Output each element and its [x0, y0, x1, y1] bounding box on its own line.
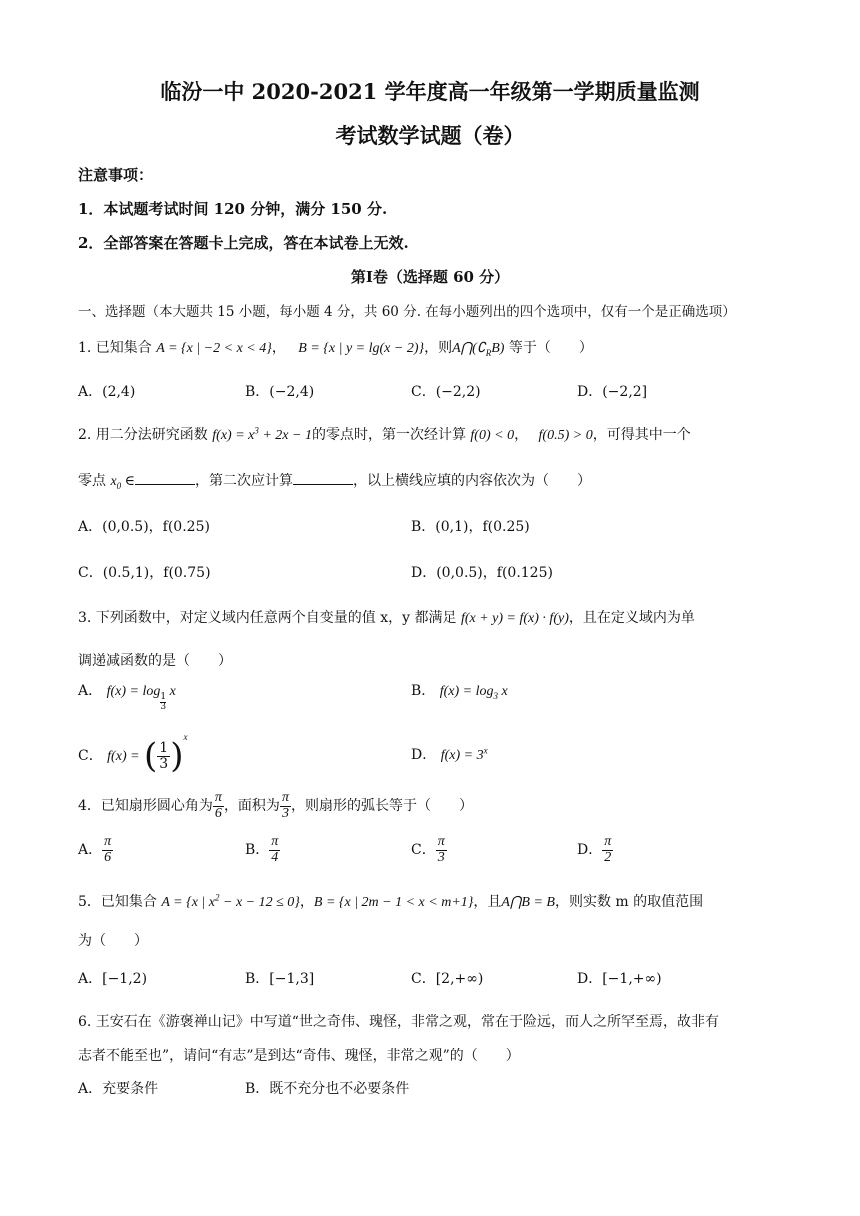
q2-mid: 的零点时，第一次经计算 — [311, 427, 466, 443]
q1-set-a: A = {x | −2 < x < 4} — [156, 341, 272, 356]
q3-option-a-label: A． — [78, 683, 103, 699]
q3-option-c-lparen: ( — [144, 736, 158, 776]
q3-option-c-func: f(x) = — [107, 749, 140, 764]
section-title: 第Ⅰ卷（选择题 60 分） — [350, 268, 510, 286]
q1-option-c: C．(−2,2) — [411, 384, 481, 400]
q1-then: ，则 — [424, 340, 453, 356]
q2-option-a: A．(0,0.5)，f(0.25) — [78, 519, 210, 535]
q2-ask: ，以上横线应填的内容依次为（ ） — [353, 473, 592, 489]
exam-title-line1: 临汾一中 2020-2021 学年度高一年级第一学期质量监测 — [160, 79, 700, 104]
q1-sub-r: R — [485, 347, 492, 358]
exam-title-line2: 考试数学试题（卷） — [335, 123, 525, 148]
q4-area-fraction: $\frac{\pi}{3}$ — [281, 790, 289, 821]
question-1-stem — [78, 337, 593, 358]
q2-comma: ， — [514, 427, 529, 443]
q2-option-b: B．(0,1)，f(0.25) — [411, 519, 530, 535]
q1-intro: 1. 已知集合 — [78, 340, 152, 356]
question-2-line2 — [78, 470, 591, 491]
q2-end: ，可得其中一个 — [592, 427, 691, 443]
q4-ask: ，则扇形的弧长等于（ ） — [290, 798, 473, 815]
q3-option-a-func: f(x) = log — [106, 684, 161, 699]
q3-option-a: A． f(x) = log $\frac{1}{3}$ x — [78, 683, 176, 712]
q3-option-c-rparen: ) — [170, 736, 184, 776]
q3-option-b-func: f(x) = log — [439, 684, 494, 699]
question-2-line1 — [78, 424, 691, 444]
q6-option-a: A．充要条件 — [78, 1081, 159, 1097]
question-5-line2: 为（ ） — [78, 933, 148, 949]
q3-option-d-func: f(x) = 3 — [440, 748, 484, 763]
q3-option-c-label: C． — [78, 748, 103, 764]
q4-area-text: ，面积为 — [223, 798, 280, 815]
q3-option-d: D． $f(x) = 3^x$ — [411, 745, 488, 763]
question-5-line1: 5．已知集合 A = {x | $x^2 - x - 12 \le 0$}，B = {x | 2m − 1 < x < m+1}，且A⋂B = B，则实数 m 的取值范围 — [78, 892, 704, 910]
q2-exp: 3 — [254, 425, 259, 436]
q1-option-b: B．(−2,4) — [245, 384, 315, 400]
q5-option-c: C．[2,+∞) — [411, 971, 484, 987]
q4-option-b: B． $\frac{\pi}{4}$ — [245, 834, 279, 865]
q5-intro: 5．已知集合 — [78, 894, 157, 910]
q5-condition: A⋂B = B — [501, 895, 555, 910]
q2-option-c: C．(0.5,1)，f(0.75) — [78, 565, 211, 581]
q3-option-d-label: D． — [411, 747, 437, 763]
q3-option-c: C． f(x) = ( $\frac{1}{3}$ )$^x$ — [78, 732, 188, 776]
q4-intro: 4．已知扇形圆心角为 — [78, 798, 213, 815]
q5-set-b: B = {x | 2m − 1 < x < m+1} — [313, 895, 474, 910]
q1-expr2: B) — [491, 341, 505, 356]
q4-option-c: C． $\frac{\pi}{3}$ — [411, 834, 445, 865]
q1-option-d: D．(−2,2] — [577, 384, 648, 400]
q2-intro: 2. 用二分法研究函数 — [78, 427, 208, 443]
q3-option-c-fraction: $\frac{1}{3}$ — [159, 739, 169, 772]
q3-line1-end: ，且在定义域内为单 — [568, 610, 695, 626]
notes-item-1: 1．本试题考试时间 120 分钟，满分 150 分. — [78, 200, 388, 218]
q2-blank-2 — [293, 472, 353, 485]
q3-condition: f(x + y) = f(x) · f(y) — [460, 611, 569, 626]
question-4-stem — [78, 791, 473, 821]
q1-option-a: A．(2,4) — [78, 384, 136, 400]
notes-heading: 注意事项： — [78, 166, 154, 184]
question-3-line2: 调递减函数的是（ ） — [78, 653, 232, 669]
q5-option-d: D．[−1,+∞) — [577, 971, 662, 987]
q2-x0-sub: 0 — [116, 480, 122, 491]
q5-option-a: A．[−1,2) — [78, 971, 148, 987]
section-intro: 一、选择题（本大题共 15 小题，每小题 4 分，共 60 分. 在每小题列出的四个选项中，仅有一个是正确选项） — [78, 304, 736, 320]
q1-expr: A⋂(∁ — [452, 341, 486, 356]
q2-func2: + 2x − 1 — [258, 428, 312, 443]
q6-option-b: B．既不充分也不必要条件 — [245, 1081, 410, 1097]
q3-option-b: B． $f(x) = \log_3 x$ — [411, 683, 508, 701]
question-6-line1: 6. 王安石在《游褒禅山记》中写道“世之奇伟、瑰怪，非常之观，常在于险远，而人之所罕至焉，故非有 — [78, 1014, 719, 1030]
q4-option-d: D． $\frac{\pi}{2}$ — [577, 834, 612, 865]
q5-option-b: B．[−1,3] — [245, 971, 315, 987]
q2-zero: 零点 — [78, 473, 106, 489]
q4-angle-fraction: $\frac{\pi}{6}$ — [214, 790, 222, 821]
notes-item-2: 2．全部答案在答题卡上完成，答在本试卷上无效. — [78, 234, 409, 252]
q3-option-a-base: $\frac{1}{3}$ — [160, 692, 167, 712]
q2-second: ，第二次应计算 — [195, 473, 294, 489]
q1-ask: 等于（ ） — [508, 340, 593, 356]
q2-option-d: D．(0,0.5)，f(0.125) — [411, 565, 553, 581]
question-6-line2: 志者不能至也”，请问“有志”是到达“奇伟、瑰怪，非常之观”的（ ） — [78, 1048, 520, 1064]
q5-set-a: A = {x | x — [161, 895, 215, 910]
q2-blank-1 — [135, 472, 195, 485]
q4-option-a: A． $\frac{\pi}{6}$ — [78, 834, 112, 865]
q2-func: f(x) = x — [212, 428, 255, 443]
q2-f0: f(0) < 0 — [470, 428, 515, 443]
q2-in: ∈ — [121, 474, 136, 489]
q2-x0: x — [110, 474, 117, 489]
q3-option-b-label: B． — [411, 683, 436, 699]
q3-intro: 3. 下列函数中，对定义域内任意两个自变量的值 x，y 都满足 — [78, 610, 457, 626]
q1-comma: ， — [271, 340, 286, 356]
question-3-line1 — [78, 607, 695, 627]
q2-f05: f(0.5) > 0 — [538, 428, 593, 443]
q1-set-b: B = {x | y = lg(x − 2)} — [298, 341, 425, 356]
